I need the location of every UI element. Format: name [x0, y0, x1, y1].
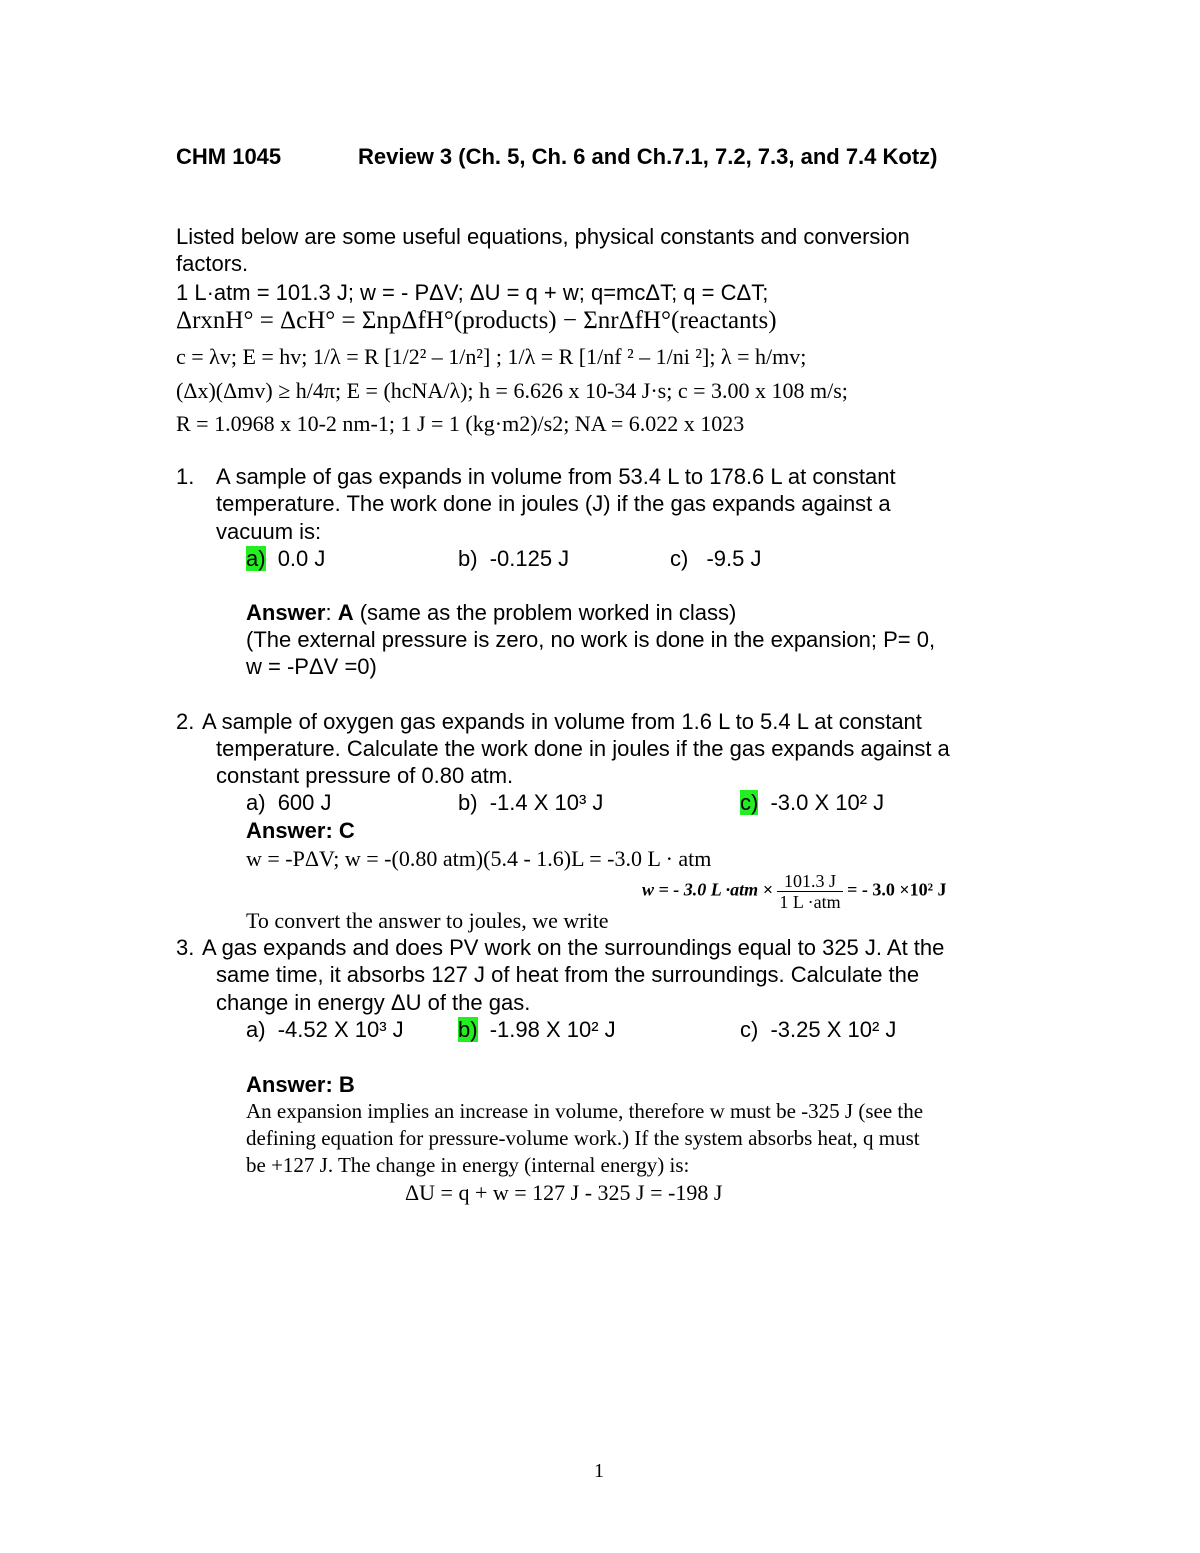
q3-option-b-text: -1.98 X 10² J	[489, 1017, 616, 1042]
page-number: 1	[594, 1460, 604, 1482]
q3-explanation-1: An expansion implies an increase in volume, therefore w must be -325 J (see the	[246, 1099, 924, 1123]
q2-option-c	[740, 789, 884, 816]
question-2-line-3: constant pressure of 0.80 atm.	[216, 763, 514, 788]
q1-option-a-text: 0.0 J	[277, 546, 326, 571]
q2-conversion	[642, 871, 947, 912]
question-2-line-1: A sample of oxygen gas expands in volume from 1.6 L to 5.4 L at constant	[202, 709, 922, 734]
q3-final-equation: ΔU = q + w = 127 J - 325 J = -198 J	[405, 1180, 723, 1205]
q1-explanation-1: (The external pressure is zero, no work is done in the expansion; P= 0,	[246, 627, 936, 652]
q3-option-c-text: -3.25 X 10² J	[770, 1017, 897, 1042]
q2-option-b-letter: b)	[458, 790, 478, 815]
question-2-number: 2.	[176, 709, 195, 734]
q2-option-b	[458, 789, 603, 816]
equation-line-4: (Δx)(Δmv) ≥ h/4π; E = (hcNA/λ); h = 6.626 x 10-34 J·s; c = 3.00 x 108 m/s;	[176, 378, 848, 403]
q2-conv-right: = - 3.0 ×10² J	[847, 879, 947, 900]
course-code: CHM 1045	[176, 144, 282, 169]
q1-option-a	[246, 545, 325, 572]
q3-option-a-letter: a)	[246, 1017, 266, 1042]
q3-option-a	[246, 1016, 404, 1043]
q1-explanation-2: w = -PΔV =0)	[246, 654, 377, 679]
q3-option-c-letter: c)	[740, 1017, 759, 1042]
q2-conv-left: w = - 3.0 L ·atm ×	[642, 879, 773, 900]
question-1-line-3: vacuum is:	[216, 519, 322, 544]
q3-option-a-text: -4.52 X 10³ J	[277, 1017, 404, 1042]
question-3-line-3: change in energy ΔU of the gas.	[216, 990, 531, 1015]
q2-convert-text: To convert the answer to joules, we write	[246, 908, 609, 933]
question-1-line-1: A sample of gas expands in volume from 53.4 L to 178.6 L at constant	[216, 464, 896, 489]
q3-explanation-3: be +127 J. The change in energy (internal energy) is:	[246, 1153, 690, 1177]
equation-line-3: c = λv; E = hv; 1/λ = R [1/2² – 1/n²] ; 1/λ = R [1/nf ² – 1/ni ²]; λ = h/mv;	[176, 344, 807, 369]
q2-option-a-text: 600 J	[277, 790, 332, 815]
question-3-line-2: same time, it absorbs 127 J of heat from the surroundings. Calculate the	[216, 962, 920, 987]
q2-conv-fraction	[777, 871, 842, 912]
q2-answer-label: Answer: C	[246, 818, 355, 843]
q1-answer: Answer: A (same as the problem worked in class)	[246, 600, 737, 625]
q1-answer-label: Answer	[246, 600, 326, 625]
review-title: Review 3 (Ch. 5, Ch. 6 and Ch.7.1, 7.2, 7.3, and 7.4 Kotz)	[358, 144, 938, 169]
intro-line-2: factors.	[176, 251, 249, 276]
q2-option-a	[246, 789, 332, 816]
q2-option-b-text: -1.4 X 10³ J	[489, 790, 604, 815]
question-2-line-2: temperature. Calculate the work done in joules if the gas expands against a	[216, 736, 950, 761]
question-3-line-1: A gas expands and does PV work on the surroundings equal to 325 J. At the	[202, 935, 945, 960]
equation-line-1: 1 L·atm = 101.3 J; w = - PΔV; ΔU = q + w; q=mcΔT; q = CΔT;	[176, 280, 769, 305]
question-1-number: 1.	[176, 464, 195, 489]
q1-option-a-letter: a)	[246, 546, 266, 571]
q3-answer-label: Answer: B	[246, 1072, 355, 1097]
q3-option-c	[740, 1016, 896, 1043]
q3-option-b-letter: b)	[458, 1017, 478, 1042]
q1-answer-note: (same as the problem worked in class)	[359, 600, 737, 625]
q3-option-b	[458, 1016, 616, 1043]
q2-conv-numerator: 101.3 J	[777, 871, 842, 892]
q2-conv-denominator: 1 L ·atm	[779, 892, 841, 912]
q1-option-b-letter: b)	[458, 546, 478, 571]
q2-work-equation: w = -PΔV; w = -(0.80 atm)(5.4 - 1.6)L = -3.0 L · atm	[246, 846, 712, 871]
q1-option-b-text: -0.125 J	[489, 546, 570, 571]
q1-option-c-letter: c)	[670, 546, 689, 571]
q2-option-c-text: -3.0 X 10² J	[770, 790, 885, 815]
q1-option-c	[670, 545, 761, 572]
equation-line-5: R = 1.0968 x 10-2 nm-1; 1 J = 1 (kg·m2)/s2; NA = 6.022 x 1023	[176, 411, 745, 436]
q1-option-c-text: -9.5 J	[706, 546, 762, 571]
question-3-number: 3.	[176, 935, 195, 960]
q1-option-b	[458, 545, 569, 572]
q3-explanation-2: defining equation for pressure-volume work.) If the system absorbs heat, q must	[246, 1126, 920, 1150]
question-1-line-2: temperature. The work done in joules (J) if the gas expands against a	[216, 491, 891, 516]
q2-option-a-letter: a)	[246, 790, 266, 815]
intro-line-1: Listed below are some useful equations, physical constants and conversion	[176, 224, 910, 249]
q1-answer-value: A	[337, 600, 354, 625]
equation-line-2: ΔrxnH° = ΔcH° = ΣnpΔfH°(products) − ΣnrΔfH°(reactants)	[176, 307, 777, 334]
q2-option-c-letter: c)	[740, 790, 759, 815]
